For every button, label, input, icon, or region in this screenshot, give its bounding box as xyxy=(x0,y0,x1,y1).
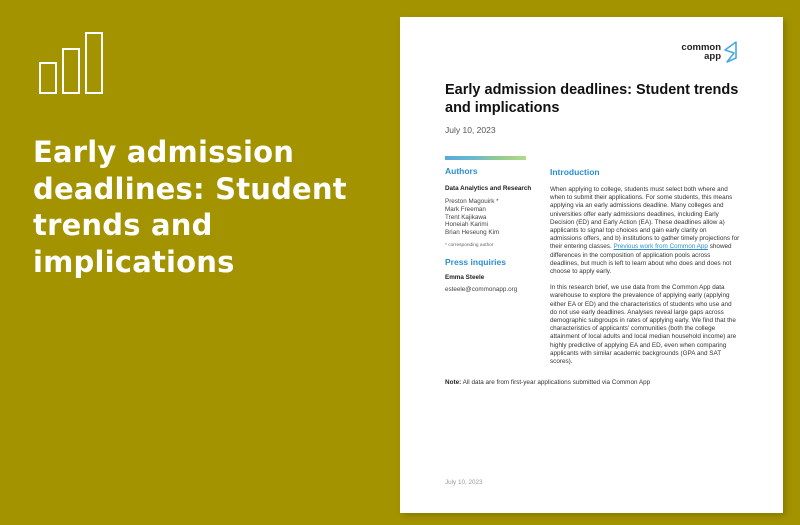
document-title: Early admission deadlines: Student trends and implications xyxy=(445,82,739,116)
para1-text-after: showed differences in the composition of application pools across deadlines, but much is left to learn about who does and does not choose to apply early. xyxy=(550,243,732,276)
gradient-divider xyxy=(445,156,526,160)
author-name: Trent Kajikawa xyxy=(445,213,487,221)
common-app-logo-icon xyxy=(722,41,738,63)
author-name: Mark Freeman xyxy=(445,205,486,213)
press-contact-email[interactable]: esteele@commonapp.org xyxy=(445,285,518,293)
introduction-heading: Introduction xyxy=(550,167,600,177)
hero-title: Early admission deadlines: Student trends and implications xyxy=(33,135,347,279)
document-preview[interactable] xyxy=(400,17,783,513)
data-note xyxy=(445,379,650,386)
press-contact-name: Emma Steele xyxy=(445,273,485,281)
note-text: All data are from first-year applications submitted via Common App xyxy=(461,379,651,386)
intro-paragraph-1 xyxy=(550,186,740,276)
author-name: Preston Magouirk * xyxy=(445,198,499,205)
author-name: Honeiah Karimi xyxy=(445,221,489,229)
common-app-logo xyxy=(681,41,738,63)
logo-line2: app xyxy=(704,51,721,62)
authors-list xyxy=(445,198,540,237)
para1-text: When applying to college, students must select both where and when to submit their applications. For some students, this means applying via an early admissions deadline. Many colleges and universities offer early admissions deadlines, including Early Decision (ED) and Early Action (EA). These deadlines allow a) applicants to signal top choices and gain early clarity on admissions offers, and b) institutions to gather timely projections for their entering classes. xyxy=(550,186,740,251)
authors-heading: Authors xyxy=(445,166,478,176)
corresponding-note: * corresponding author xyxy=(445,242,494,248)
authors-org: Data Analytics and Research xyxy=(445,185,532,192)
author-name: Brian Heseung Kim xyxy=(445,229,500,237)
intro-paragraph-2: In this research brief, we use data from the Common App data warehouse to explore the prevalence of applying early (applying either EA or ED) and the characteristics of students who use and do not use early deadlines. Analyses reveal large gaps across demographic subgroups in rates of applying early. We find that the characteristics of applicants' communities (both the college attainment of local adults and local median household income) are highly predictive of applying EA and ED, even when comparing applicants with similar academic backgrounds (GPA and SAT scores). xyxy=(550,284,737,366)
document-date: July 10, 2023 xyxy=(445,125,496,135)
press-heading: Press inquiries xyxy=(445,256,506,267)
document-sidebar xyxy=(445,166,540,293)
logo-line1: common xyxy=(681,42,721,53)
document-main xyxy=(550,167,740,374)
bar-chart-icon xyxy=(38,31,104,94)
previous-work-link[interactable]: Previous work from Common App xyxy=(613,243,708,251)
note-label: Note: xyxy=(445,379,462,386)
footer-date: July 10, 2023 xyxy=(445,479,483,486)
